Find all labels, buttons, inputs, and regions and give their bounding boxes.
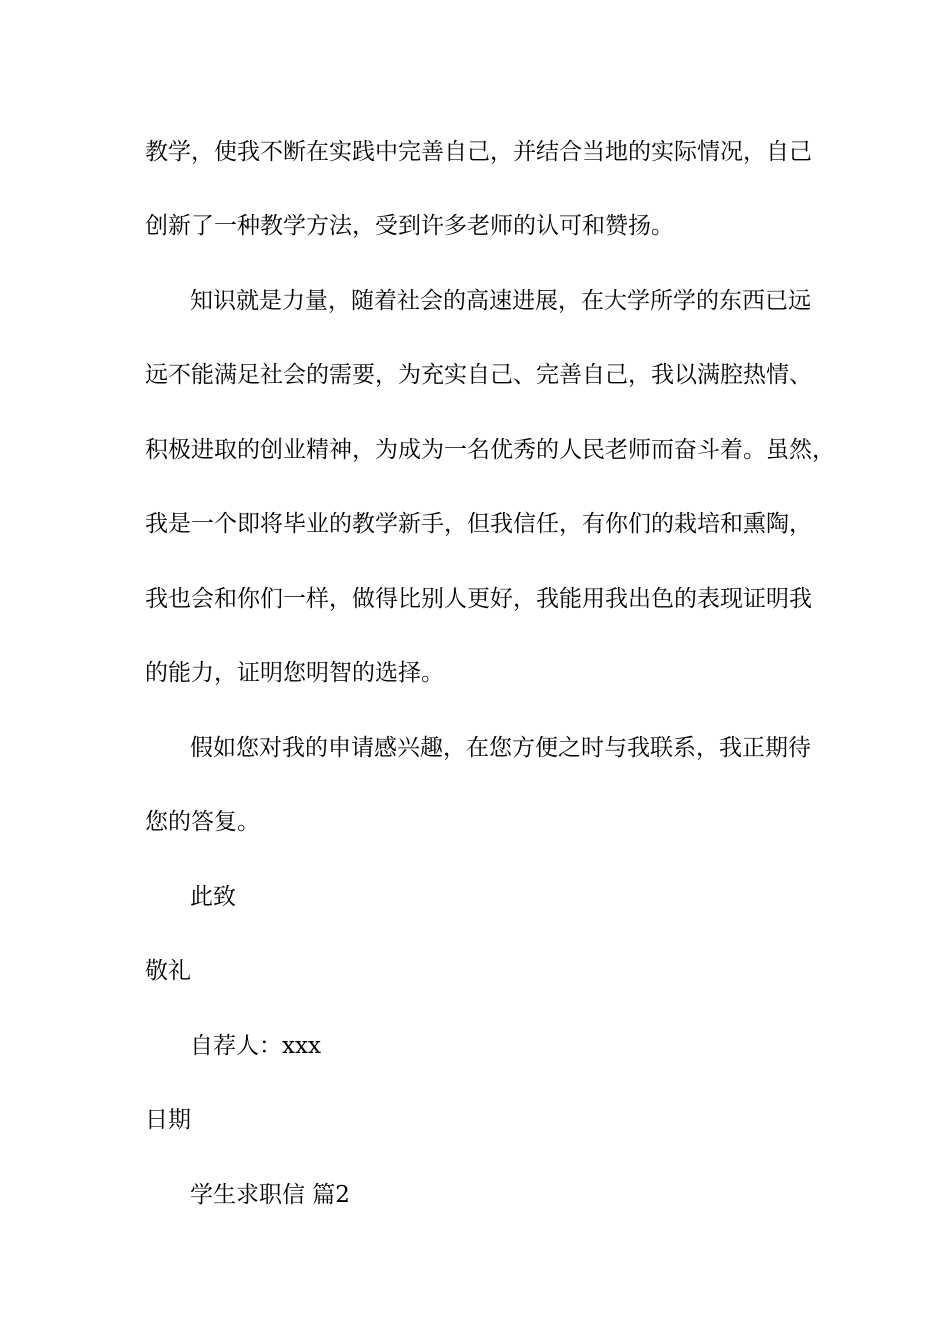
signature-line: 自荐人：xxx xyxy=(190,1033,321,1059)
paragraph-line: 您的答复。 xyxy=(145,809,260,835)
closing-regards: 敬礼 xyxy=(145,958,191,984)
paragraph-line: 知识就是力量，随着社会的高速进展，在大学所学的东西已远 xyxy=(190,288,811,314)
paragraph-line: 远不能满足社会的需要，为充实自己、完善自己，我以满腔热情、 xyxy=(145,362,812,388)
paragraph-line: 假如您对我的申请感兴趣，在您方便之时与我联系，我正期待 xyxy=(190,735,811,761)
paragraph-line: 教学，使我不断在实践中完善自己，并结合当地的实际情况，自己 xyxy=(145,139,812,165)
paragraph-line: 我是一个即将毕业的教学新手，但我信任，有你们的栽培和熏陶， xyxy=(145,511,812,537)
closing-salutation: 此致 xyxy=(190,884,236,910)
date-line: 日期 xyxy=(145,1107,191,1133)
paragraph-line: 的能力，证明您明智的选择。 xyxy=(145,660,444,686)
paragraph-line: 创新了一种教学方法，受到许多老师的认可和赞扬。 xyxy=(145,213,674,239)
paragraph-line: 积极进取的创业精神，为成为一名优秀的人民老师而奋斗着。虽然， xyxy=(145,437,835,463)
paragraph-line: 我也会和你们一样，做得比别人更好，我能用我出色的表现证明我 xyxy=(145,586,812,612)
section-heading: 学生求职信 篇2 xyxy=(190,1182,350,1208)
